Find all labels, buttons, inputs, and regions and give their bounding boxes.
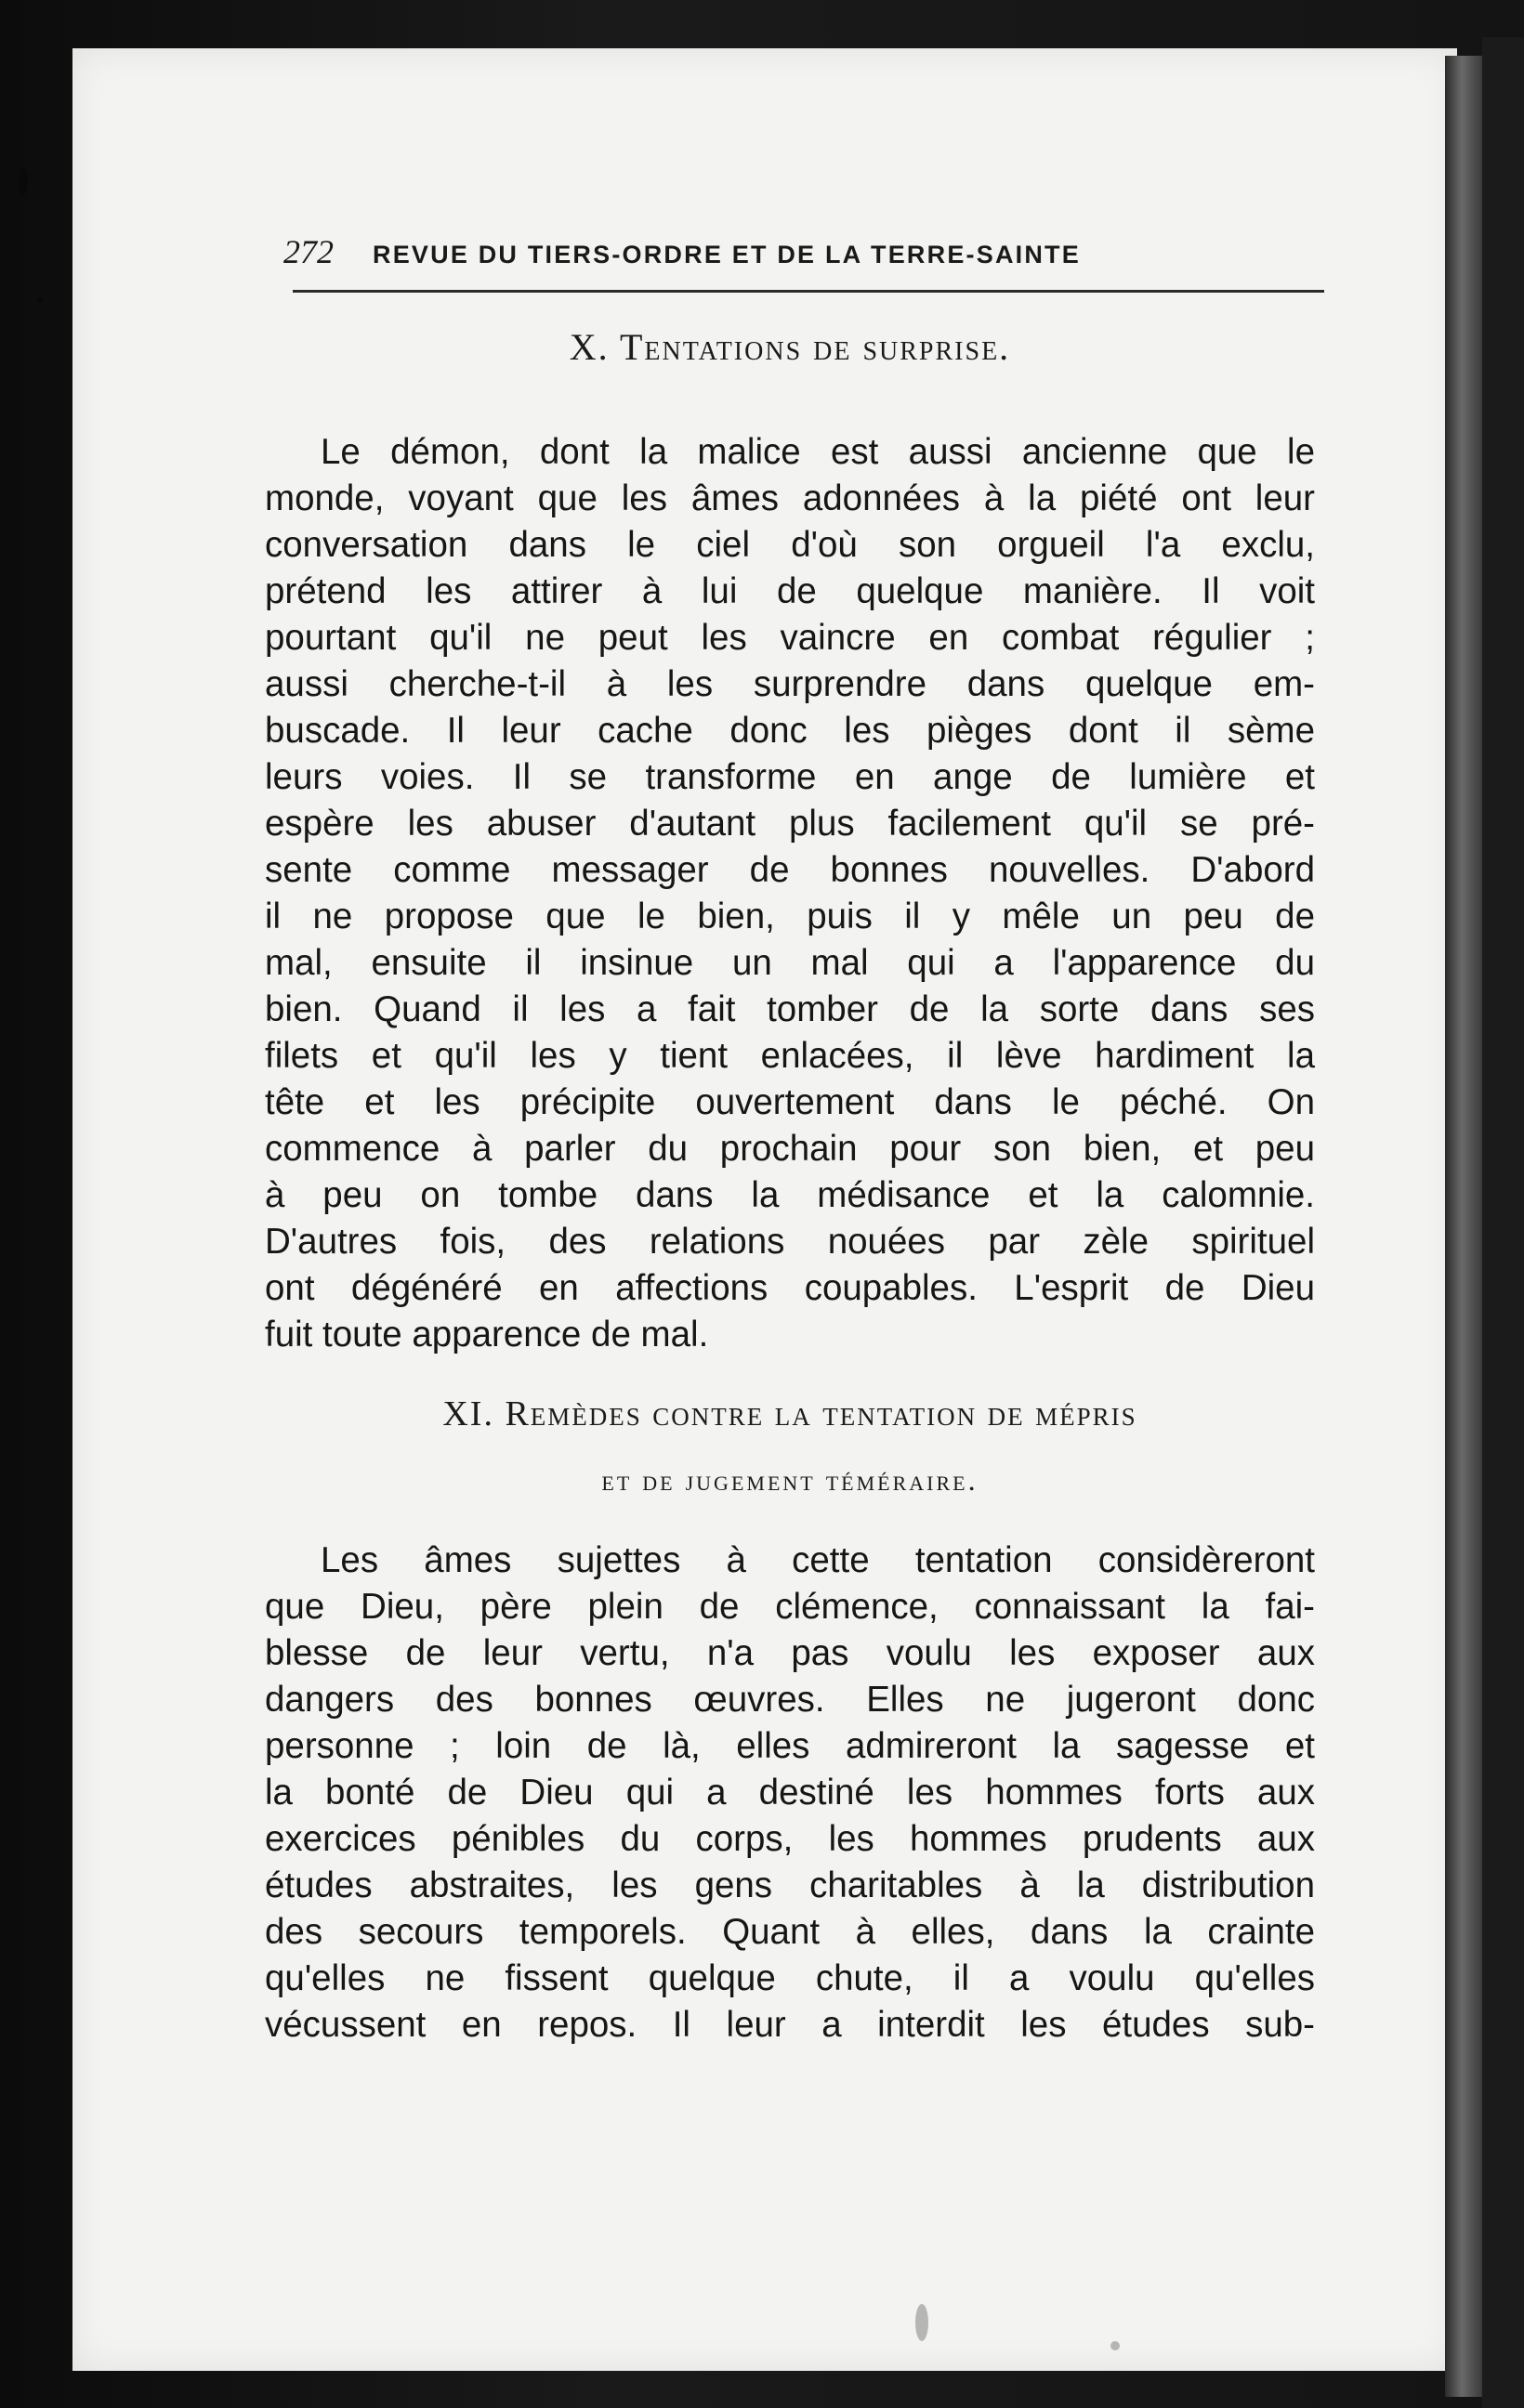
header-rule xyxy=(293,290,1324,293)
text-line: pourtant qu'il ne peut les vaincre en combat régulier ; xyxy=(265,618,1315,658)
text-line: fuit toute apparence de mal. xyxy=(265,1315,709,1354)
scan-speck xyxy=(19,167,28,195)
paragraph-remedes xyxy=(265,1538,1315,2048)
text-line: études abstraites, les gens charitables à la distribution xyxy=(265,1865,1315,1905)
page-number: 272 xyxy=(283,233,334,270)
text-line: il ne propose que le bien, puis il y mêle un peu de xyxy=(265,896,1315,936)
text-line: filets et qu'il les y tient enlacées, il lève hardiment la xyxy=(265,1036,1315,1076)
text-line: commence à parler du prochain pour son bien, et peu xyxy=(265,1129,1315,1169)
text-line: mal, ensuite il insinue un mal qui a l'apparence du xyxy=(265,943,1315,983)
text-line: à peu on tombe dans la médisance et la calomnie. xyxy=(265,1175,1315,1215)
text-line: leurs voies. Il se transforme en ange de lumière et xyxy=(265,757,1315,797)
paragraph-tentations xyxy=(265,429,1315,1358)
text-line: blesse de leur vertu, n'a pas voulu les exposer aux xyxy=(265,1633,1315,1673)
text-line: sente comme messager de bonnes nouvelles. D'abord xyxy=(265,850,1315,890)
text-line: qu'elles ne fissent quelque chute, il a voulu qu'elles xyxy=(265,1958,1315,1998)
text-line: espère les abuser d'autant plus facilement qu'il se pré- xyxy=(265,804,1315,844)
text-line: des secours temporels. Quant à elles, dans la crainte xyxy=(265,1912,1315,1952)
text-line: aussi cherche-t-il à les surprendre dans quelque em- xyxy=(265,664,1315,704)
text-line: personne ; loin de là, elles admireront la sagesse et xyxy=(265,1726,1315,1766)
page-edge xyxy=(1445,56,1482,2397)
text-line: conversation dans le ciel d'où son orgueil l'a exclu, xyxy=(265,525,1315,565)
text-line: que Dieu, père plein de clémence, connaissant la fai- xyxy=(265,1587,1315,1627)
scan-speck xyxy=(1110,2341,1120,2350)
section-heading-xi: XI. Remèdes contre la tentation de mépris xyxy=(442,1394,1137,1433)
text-line: dangers des bonnes œuvres. Elles ne jugeront donc xyxy=(265,1680,1315,1720)
running-head xyxy=(283,232,1255,279)
text-line: Les âmes sujettes à cette tentation considèreront xyxy=(321,1540,1315,1580)
text-line: D'autres fois, des relations nouées par zèle spirituel xyxy=(265,1222,1315,1262)
text-line: bien. Quand il les a fait tomber de la sorte dans ses xyxy=(265,989,1315,1029)
text-line: exercices pénibles du corps, les hommes prudents aux xyxy=(265,1819,1315,1859)
text-line: buscade. Il leur cache donc les pièges dont il sème xyxy=(265,711,1315,751)
scan-speck xyxy=(37,297,43,303)
text-line: monde, voyant que les âmes adonnées à la piété ont leur xyxy=(265,478,1315,518)
text-line: ont dégénéré en affections coupables. L'esprit de Dieu xyxy=(265,1268,1315,1308)
text-line: la bonté de Dieu qui a destiné les hommes forts aux xyxy=(265,1773,1315,1813)
section-heading-xi-continued: et de jugement téméraire. xyxy=(601,1463,979,1497)
text-line: Le démon, dont la malice est aussi ancienne que le xyxy=(321,432,1315,472)
text-line: tête et les précipite ouvertement dans le péché. On xyxy=(265,1082,1315,1122)
text-line: vécussent en repos. Il leur a interdit les études sub- xyxy=(265,2005,1315,2045)
section-heading-x: X. Tentations de surprise. xyxy=(569,326,1011,368)
scan-speck xyxy=(915,2304,928,2341)
text-line: prétend les attirer à lui de quelque manière. Il voit xyxy=(265,571,1315,611)
book-spine-shadow xyxy=(1482,37,1524,2408)
journal-title: REVUE DU TIERS-ORDRE ET DE LA TERRE-SAINTE xyxy=(373,241,1081,268)
